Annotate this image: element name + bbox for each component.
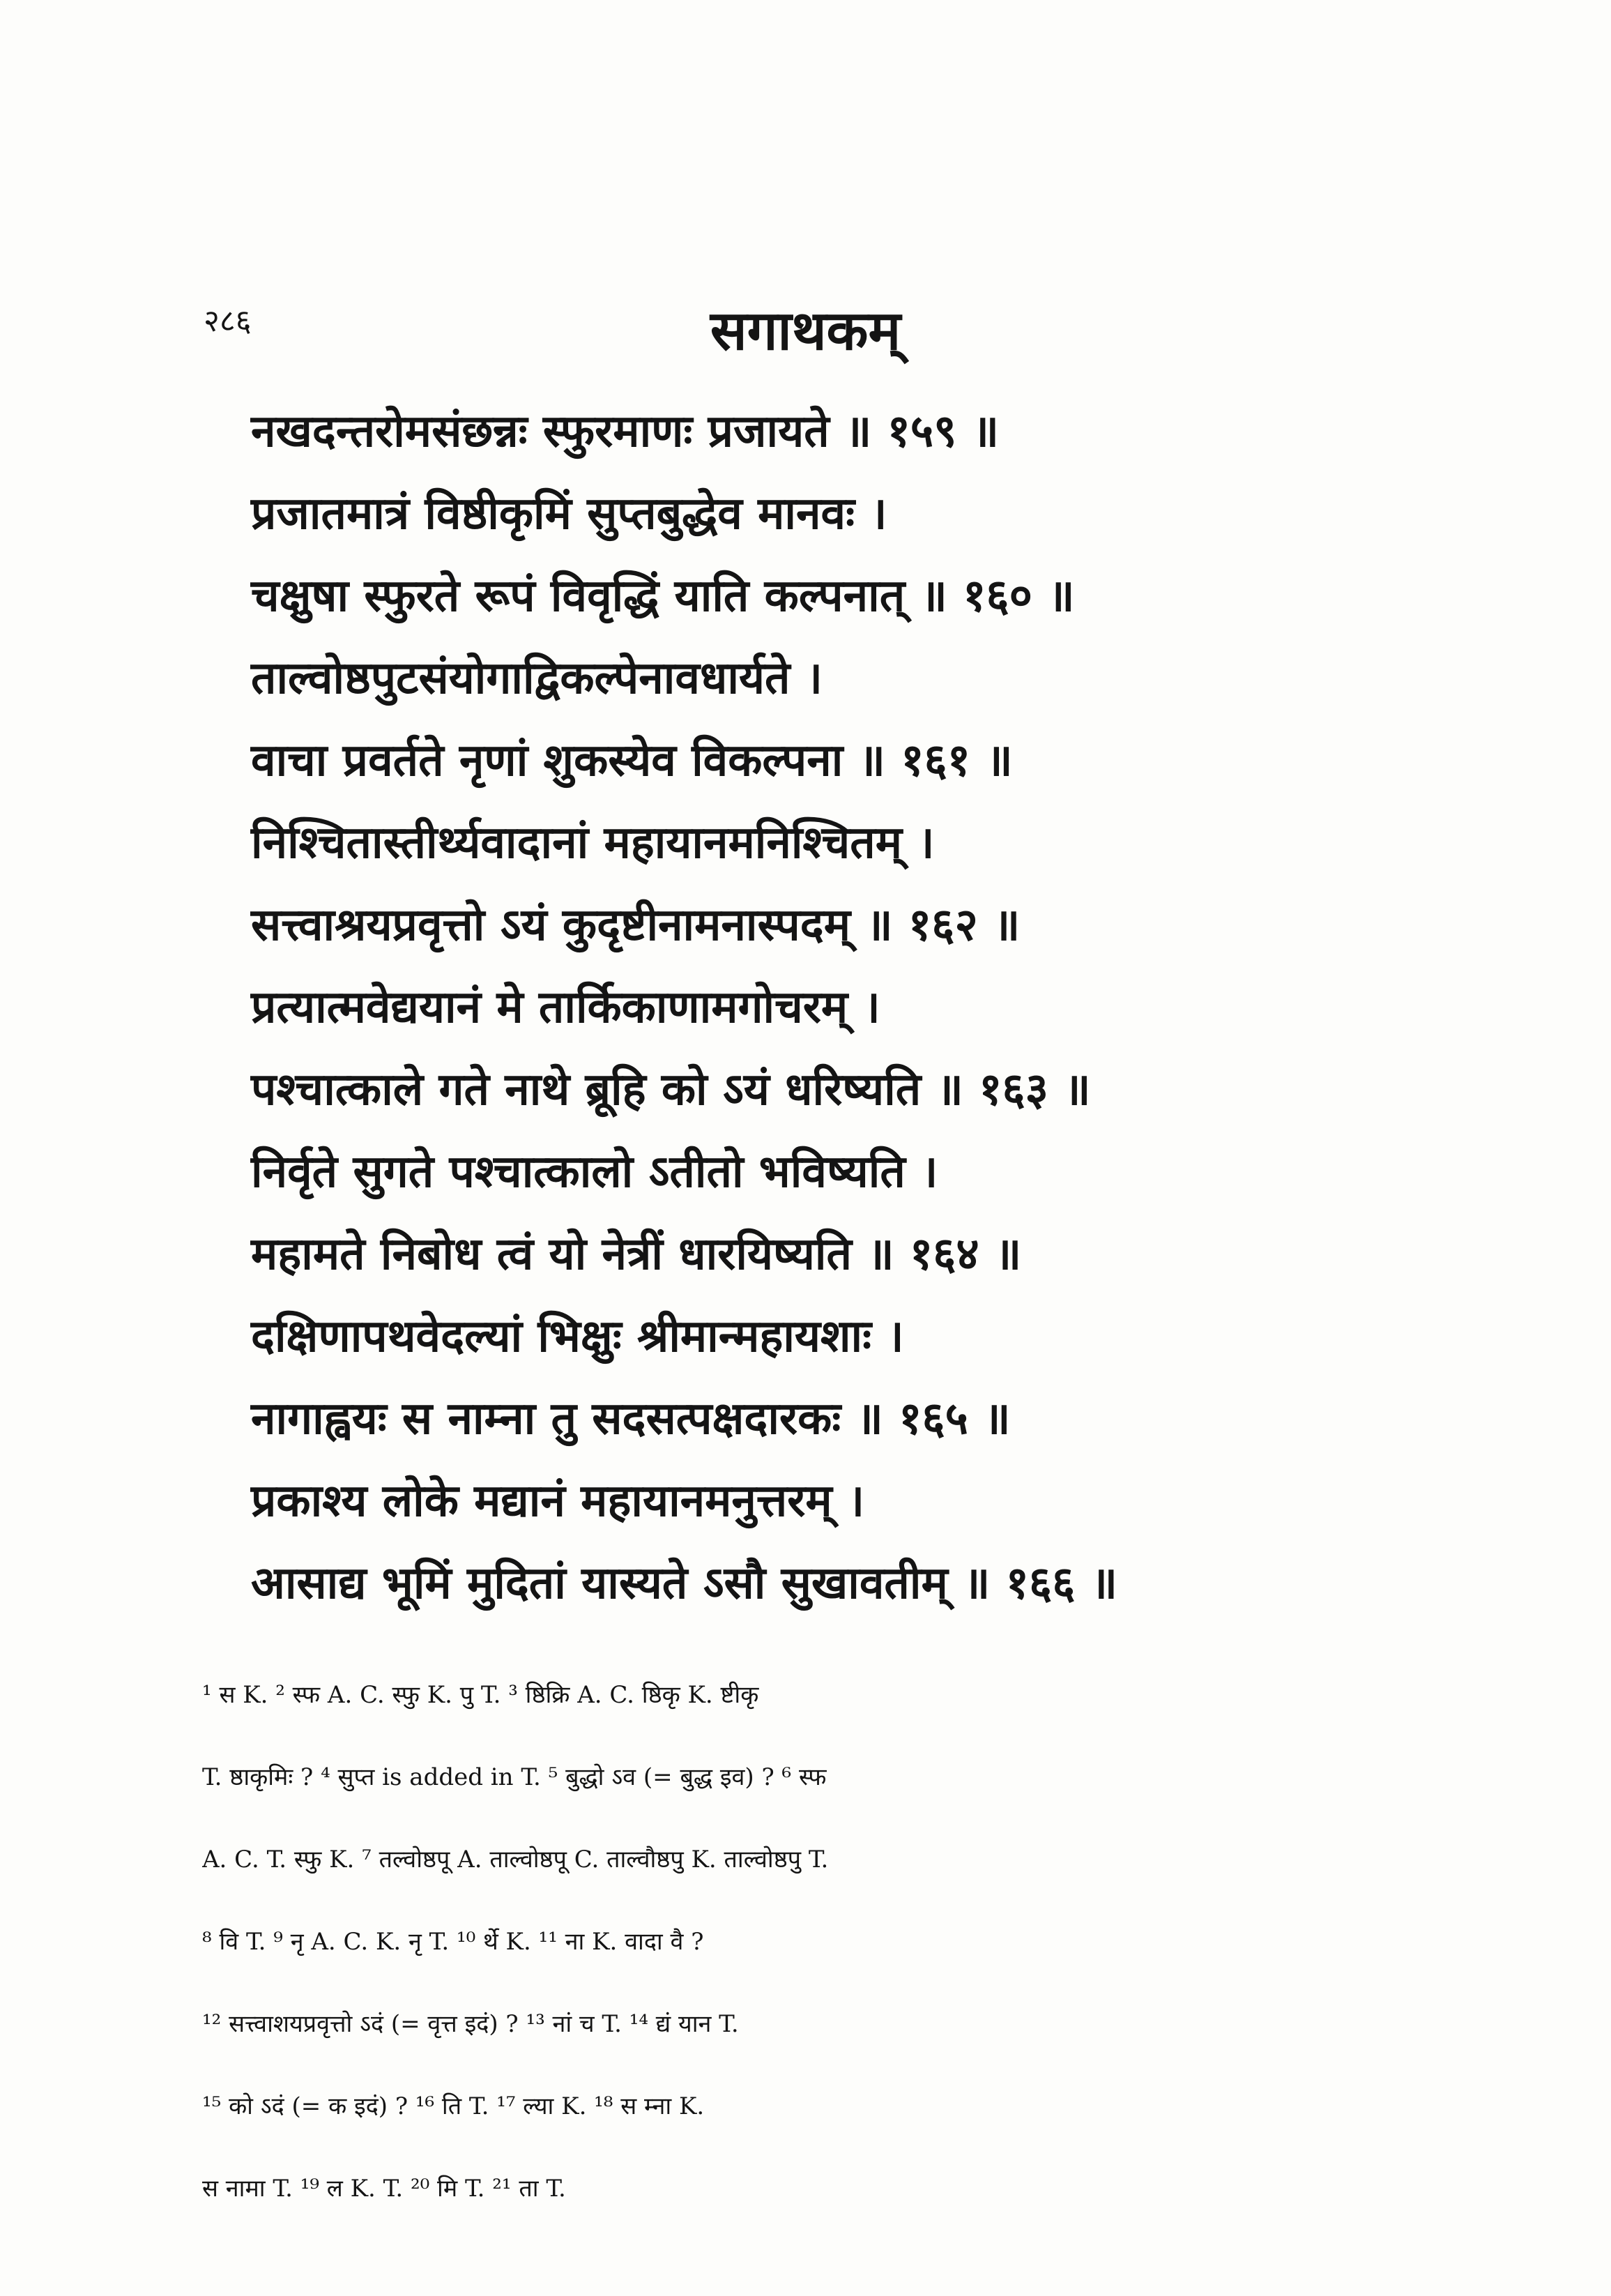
footnote-line: स नामा T. ¹⁹ ल K. T. ²⁰ मि T. ²¹ ता T. (202, 2175, 566, 2203)
footnote-line: ⁸ वि T. ⁹ नृ A. C. K. नृ T. ¹⁰ र्थे K. ¹¹ ना K. वादा वै ? (202, 1928, 704, 1956)
verse-line: सत्त्वाश्रयप्रवृत्तो ऽयं कुदृष्टीनामनास्पदम् ॥ १६२ ॥ (251, 899, 1021, 951)
footnote-line: ¹² सत्त्वाशयप्रवृत्तो ऽदं (= वृत्त इदं) ? ¹³ नां च T. ¹⁴ द्यं यान T. (202, 2010, 739, 2038)
footnote-line: A. C. T. स्फु K. ⁷ तल्वोष्ठपू A. ताल्वोष्ठपू C. ताल्वौष्ठपु K. ताल्वोष्ठपु T. (202, 1846, 829, 1873)
verse-line: वाचा प्रवर्तते नृणां शुकस्येव विकल्पना ॥ १६१ ॥ (251, 735, 1013, 786)
verse-line: ताल्वोष्ठपुटसंयोगाद्विकल्पेनावधार्यते । (251, 653, 823, 704)
footnote-line: ¹⁵ को ऽदं (= क इदं) ? ¹⁶ ति T. ¹⁷ ल्या K. ¹⁸ स म्ना K. (202, 2092, 705, 2120)
verse-line: नखदन्तरोमसंछन्नः स्फुरमाणः प्रजायते ॥ १५९ ॥ (251, 406, 1000, 457)
verse-line: दक्षिणापथवेदल्यां भिक्षुः श्रीमान्महायशाः । (251, 1311, 904, 1362)
verse-line: महामते निबोध त्वं यो नेत्रीं धारयिष्यति ॥ १६४ ॥ (251, 1229, 1022, 1280)
footnote-line: ¹ स K. ² स्फ A. C. स्फु K. पु T. ³ ष्ठिक्रि A. C. ष्ठिकृ K. ष्टीकृ (202, 1681, 759, 1709)
verse-line: प्रकाश्य लोके मद्यानं महायानमनुत्तरम् । (251, 1475, 865, 1527)
footnote-line: T. ष्ठाकृमिः ? ⁴ सुप्त is added in T. ⁵ बुद्धो ऽव (= बुद्ध इव) ? ⁶ स्फ (202, 1763, 827, 1791)
verse-line: पश्चात्काले गते नाथे ब्रूहि को ऽयं धरिष्यति ॥ १६३ ॥ (251, 1064, 1091, 1116)
page-number: २८६ (204, 303, 252, 339)
verse-block (251, 390, 1422, 1625)
footnotes (202, 1654, 1415, 2230)
running-title: सगाथकम् (710, 300, 901, 363)
verse-line: आसाद्य भूमिं मुदितां यास्यते ऽसौ सुखावतीम् ॥ १६६ ॥ (251, 1558, 1118, 1609)
verse-line: प्रजातमात्रं विष्ठीकृमिं सुप्तबुद्धेव मानवः । (251, 488, 887, 540)
verse-line: निश्चितास्तीर्थ्यवादानां महायानमनिश्चितम् । (251, 817, 935, 869)
verse-line: नागाह्वयः स नाम्ना तु सदसत्पक्षदारकः ॥ १६५ ॥ (251, 1393, 1011, 1445)
verse-line: चक्षुषा स्फुरते रूपं विवृद्धिं याति कल्पनात् ॥ १६० ॥ (251, 570, 1075, 622)
verse-line: प्रत्यात्मवेद्ययानं मे तार्किकाणामगोचरम् । (251, 982, 880, 1033)
verse-line: निर्वृते सुगते पश्चात्कालो ऽतीतो भविष्यति । (251, 1146, 938, 1198)
